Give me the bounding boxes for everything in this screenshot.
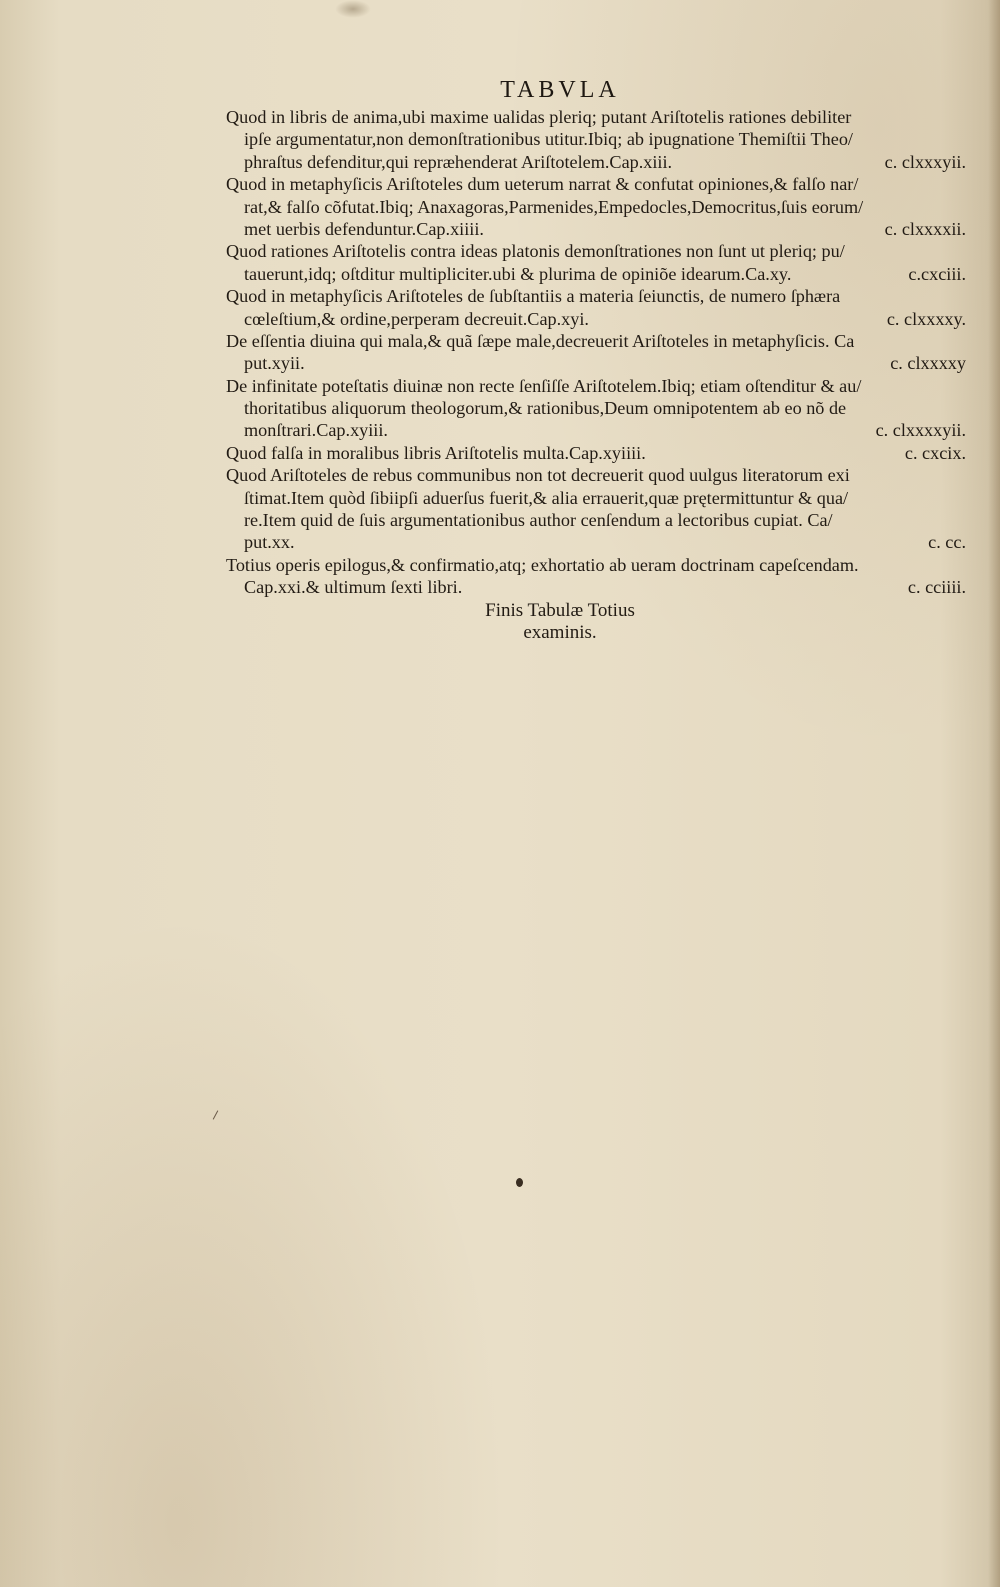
toc-entry-line [226,196,966,218]
toc-entry-line [226,419,966,441]
toc-entry-line [226,285,966,307]
toc-entry-text: Quod in libris de anima,ubi maxime ualidas pleriq; putant Ariſtotelis rationes debiliter [226,107,852,127]
toc-entry-page-ref: c. clxxxxy. [886,308,966,329]
toc-entry-line [226,128,966,150]
toc-entry-text: tauerunt,idq; oſtditur multipliciter.ubi & plurima de opiniõe idearum.Ca.xy. [244,263,792,284]
toc-entry-text: Quod Ariſtoteles de rebus communibus non tot decreuerit quod uulgus literatorum exi [226,465,850,486]
toc-entry-text: De infinitate poteſtatis diuinæ non recte ſenſiſſe Ariſtotelem.Ibiq; etiam oſtenditur & au/ [226,375,862,396]
toc-entry-line [226,576,966,598]
toc-entry-text: ſtimat.Item quòd ſibiipſi aduerſus fuerit,& alia errauerit,quæ prętermittuntur & qua/ [244,487,849,508]
toc-entry-text: phraſtus defenditur,qui repræhenderat Ariſtotelem.Cap.xiii. [244,151,673,172]
toc-entry [226,173,966,240]
toc-entry-text: rat,& falſo cõfutat.Ibiq; Anaxagoras,Parmenides,Empedocles,Democritus,ſuis eorum/ [244,196,864,217]
toc-entry-line [226,308,966,330]
colophon-line-1: Finis Tabulæ Totius [485,600,635,621]
toc-entry-text: met uerbis defenduntur.Cap.xiiii. [244,218,484,239]
colophon-line-2: examinis. [523,622,597,643]
table-of-contents-entries [226,106,966,599]
toc-entry [226,330,966,375]
ink-dot [516,1178,523,1187]
toc-entry-text: thoritatibus aliquorum theologorum,& rationibus,Deum omnipotentem ab eo nõ de [244,398,847,419]
toc-entry-page-ref: c. cxcix. [904,442,966,463]
toc-entry-text: monſtrari.Cap.xyiii. [244,420,388,441]
toc-entry-text: put.xyii. [244,353,305,374]
toc-entry-line [226,106,966,128]
toc-entry-line [226,554,966,576]
toc-entry-line [226,218,966,240]
toc-entry-line [226,151,966,173]
colophon [0,600,1000,644]
toc-entry-text: Quod falſa in moralibus libris Ariſtotelis multa.Cap.xyiiii. [226,442,646,463]
page-header-title: TABVLA [500,77,620,103]
toc-entry [226,375,966,442]
page-gutter-shadow [988,0,1000,1587]
toc-entry-text: re.Item quid de ſuis argumentationibus author cenſendum a lectoribus cupiat. Ca/ [244,510,833,531]
stray-pen-mark [213,1110,219,1119]
toc-entry-line [226,352,966,374]
toc-entry-line [226,263,966,285]
toc-entry [226,240,966,285]
toc-entry-page-ref: c.cxciii. [908,263,966,284]
toc-entry-line [226,330,966,352]
toc-entry-line [226,509,966,531]
toc-entry-text: Quod in metaphyſicis Ariſtoteles de ſubſtantiis a materia ſeiunctis, de numero ſphæra [226,286,841,307]
toc-entry-text: Quod rationes Ariſtotelis contra ideas platonis demonſtrationes non ſunt ut pleriq; pu/ [226,241,845,262]
toc-entry [226,464,966,554]
toc-entry-line [226,240,966,262]
ink-stain [335,0,371,18]
toc-entry-page-ref: c. clxxxxyii. [875,420,966,441]
toc-entry-page-ref: c. cciiii. [907,577,966,598]
toc-entry-text: ipſe argumentatur,non demonſtrationibus utitur.Ibiq; ab ipugnatione Themiſtii Theo/ [244,129,853,150]
toc-entry-line [226,464,966,486]
toc-entry-text: Cap.xxi.& ultimum ſexti libri. [244,577,463,598]
toc-entry [226,442,966,464]
toc-entry-text: Totius operis epilogus,& confirmatio,atq; exhortatio ab ueram doctrinam capeſcendam. [226,554,859,575]
toc-entry-line [226,442,966,464]
toc-entry-text: put.xx. [244,532,295,553]
toc-entry-page-ref: c. cc. [928,532,966,553]
toc-entry-line [226,397,966,419]
toc-entry-text: Quod in metaphyſicis Ariſtoteles dum ueterum narrat & confutat opiniones,& falſo nar/ [226,174,859,195]
toc-entry-page-ref: c. clxxxyii. [884,151,966,172]
toc-entry [226,554,966,599]
toc-entry-page-ref: c. clxxxxy [890,353,966,374]
toc-entry-line [226,487,966,509]
toc-entry [226,106,966,173]
toc-entry-text: De eſſentia diuina qui mala,& quã ſæpe male,decreuerit Ariſtoteles in metaphyſicis. Ca [226,330,855,351]
toc-entry-text: cœleſtium,& ordine,perperam decreuit.Cap.xyi. [244,308,589,329]
toc-entry-line [226,173,966,195]
toc-entry-page-ref: c. clxxxxii. [884,218,966,239]
toc-entry-line [226,375,966,397]
toc-entry-line [226,531,966,553]
toc-entry [226,285,966,330]
